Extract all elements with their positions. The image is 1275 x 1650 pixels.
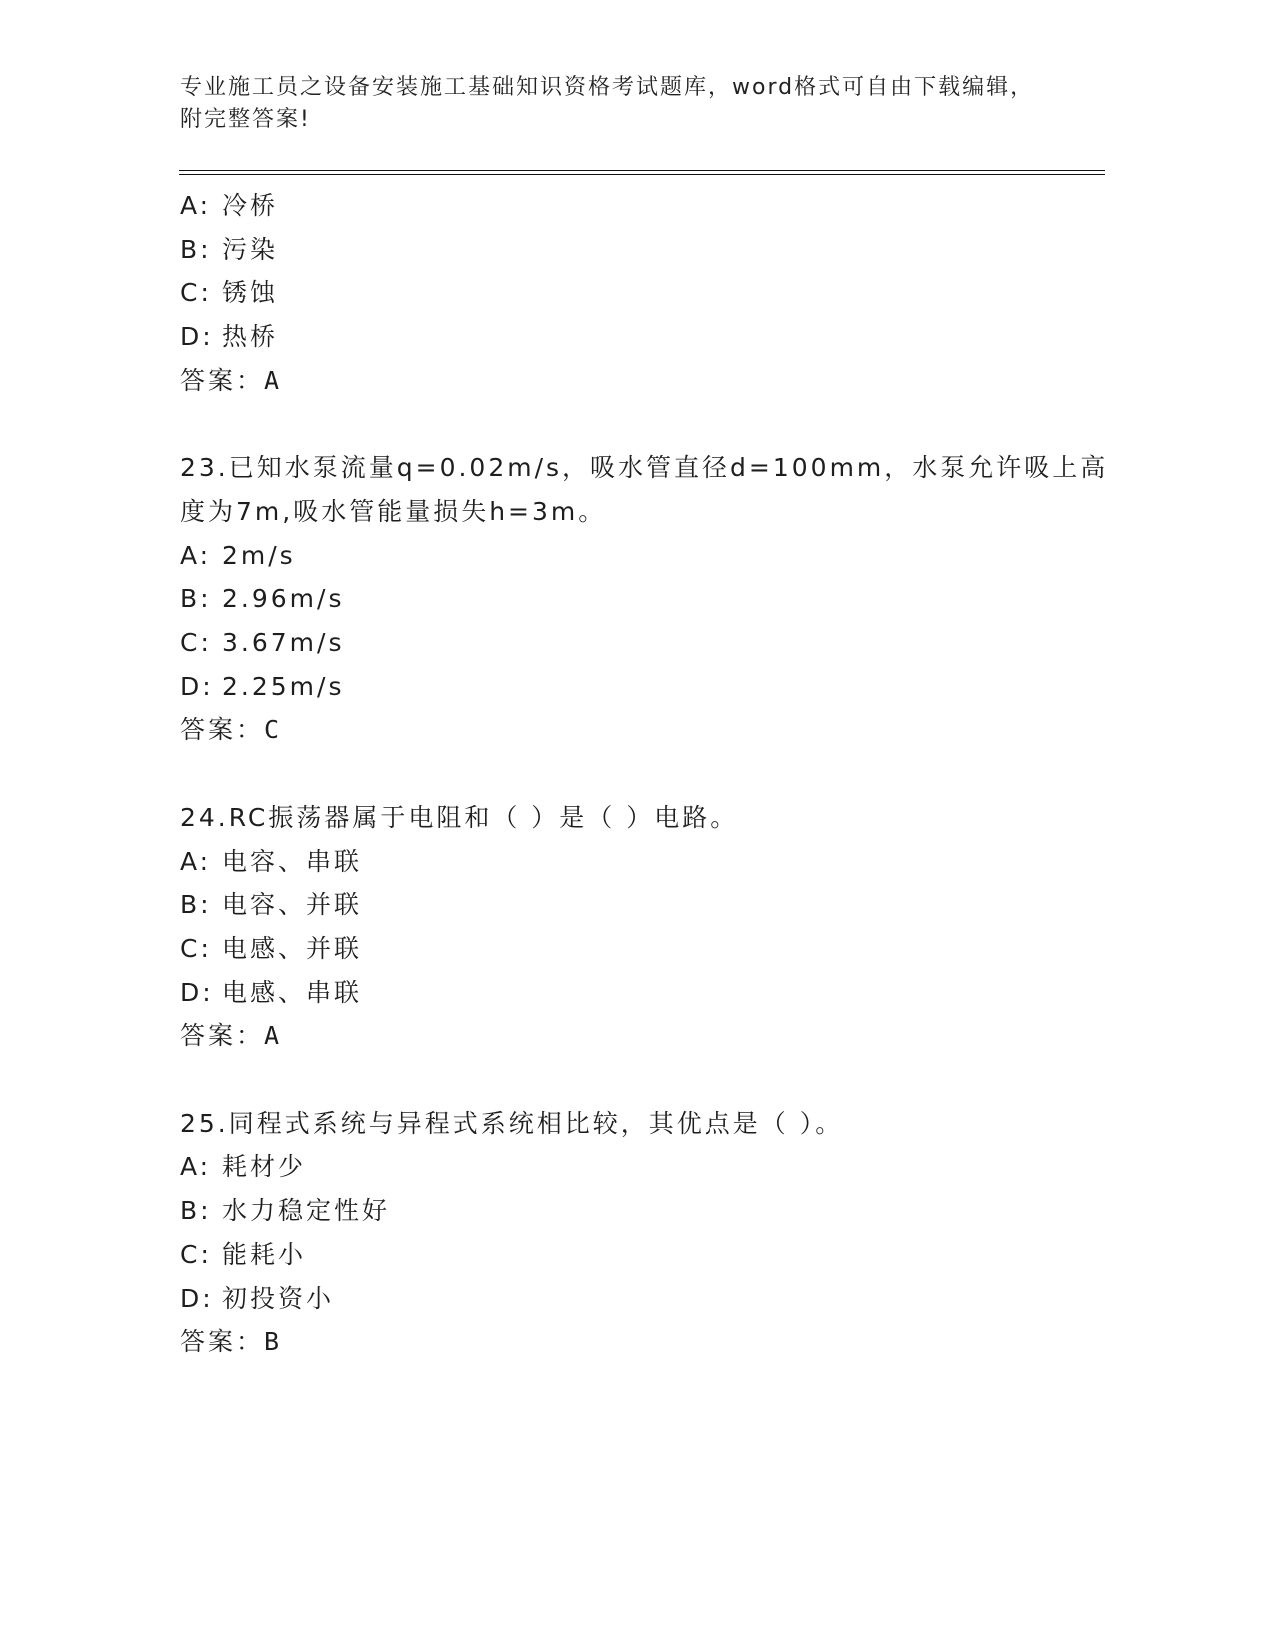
option-a — [180, 840, 1080, 884]
option-key: B: — [180, 234, 212, 264]
option-b — [180, 1189, 1080, 1233]
question-stem: 25.同程式系统与异程式系统相比较，其优点是（ ）。 — [180, 1108, 844, 1138]
header-title-line1: 专业施工员之设备安装施工基础知识资格考试题库，word格式可自由下载编辑， — [180, 75, 1035, 100]
option-key: C: — [180, 1239, 212, 1269]
answer-line: 答案：B — [180, 1327, 283, 1357]
option-text: 污染 — [222, 234, 279, 264]
option-text: 初投资小 — [222, 1283, 335, 1313]
option-key: C: — [180, 278, 212, 308]
option-key: D: — [180, 1283, 214, 1313]
option-text: 冷桥 — [222, 191, 279, 220]
option-text: 2m/s — [222, 540, 296, 570]
option-key: B: — [180, 890, 212, 920]
option-d — [180, 971, 1080, 1015]
option-b — [180, 228, 1080, 272]
answer-line: 答案：A — [180, 1021, 283, 1051]
question-22 — [180, 184, 1080, 403]
option-c — [180, 1233, 1080, 1277]
option-key: B: — [180, 1196, 212, 1226]
option-a — [180, 184, 1080, 228]
option-text: 2.96m/s — [222, 584, 345, 614]
option-a — [180, 534, 1080, 578]
option-text: 热桥 — [222, 322, 279, 352]
option-text: 电感、串联 — [222, 977, 363, 1007]
question-24 — [180, 796, 1080, 1058]
answer-line: 答案：A — [180, 365, 283, 395]
option-text: 耗材少 — [222, 1152, 307, 1182]
option-text: 电容、并联 — [222, 890, 363, 920]
question-stem-continued: 度为7m,吸水管能量损失h=3m。 — [180, 496, 607, 526]
option-key: D: — [180, 977, 214, 1007]
spacer — [180, 403, 1080, 447]
option-key: A: — [180, 1152, 212, 1182]
option-key: C: — [180, 628, 212, 658]
option-key: A: — [180, 846, 212, 876]
question-25 — [180, 1102, 1080, 1364]
option-text: 电容、串联 — [222, 846, 363, 876]
header-title-line2: 附完整答案! — [180, 107, 311, 132]
option-text: 电感、并联 — [222, 933, 363, 963]
option-key: A: — [180, 191, 212, 220]
option-c — [180, 927, 1080, 971]
spacer — [180, 752, 1080, 796]
option-b — [180, 883, 1080, 927]
spacer — [180, 1058, 1080, 1102]
option-d — [180, 1277, 1080, 1321]
option-a — [180, 1145, 1080, 1189]
option-d — [180, 665, 1080, 709]
option-text: 能耗小 — [222, 1239, 307, 1269]
header-divider — [179, 170, 1105, 175]
option-text: 锈蚀 — [222, 278, 279, 308]
question-stem: 23.已知水泵流量q=0.02m/s，吸水管直径d=100mm，水泵允许吸上高 — [180, 453, 1109, 483]
option-text: 2.25m/s — [222, 671, 345, 701]
option-key: C: — [180, 933, 212, 963]
answer-line: 答案：C — [180, 715, 283, 745]
option-d — [180, 315, 1080, 359]
question-stem: 24.RC振荡器属于电阻和（ ）是（ ）电路。 — [180, 802, 739, 832]
page-header — [180, 72, 1040, 136]
option-key: A: — [180, 540, 212, 570]
option-text: 3.67m/s — [222, 628, 345, 658]
question-23 — [180, 446, 1109, 752]
option-key: D: — [180, 671, 214, 701]
option-key: B: — [180, 584, 212, 614]
option-key: D: — [180, 322, 214, 352]
question-list — [180, 184, 1109, 1364]
option-c — [180, 271, 1080, 315]
option-b — [180, 577, 1080, 621]
option-text: 水力稳定性好 — [222, 1196, 391, 1226]
option-c — [180, 621, 1080, 665]
